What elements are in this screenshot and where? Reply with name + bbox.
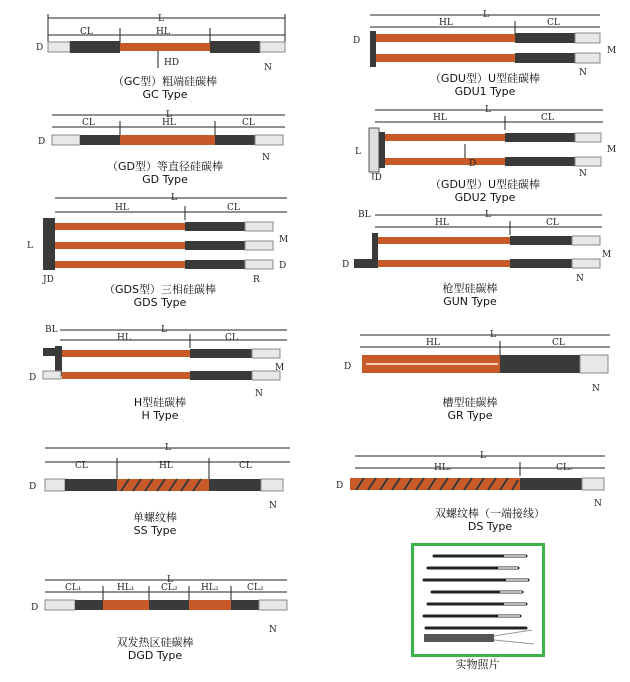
ss-caption-zh: 单螺纹棒 [133, 511, 177, 524]
label-d: D [469, 159, 477, 169]
label-m: M [607, 145, 617, 155]
label-cl: CL [225, 333, 238, 343]
label-hl: HL [426, 338, 440, 348]
label-cl: CL [75, 461, 88, 471]
label-hl: HL [159, 461, 173, 471]
label-bl: BL [45, 325, 58, 335]
label-d: D [353, 36, 361, 46]
gun-caption [400, 282, 540, 308]
label-l: L [158, 14, 164, 24]
gr-caption-en: GR Type [447, 409, 493, 422]
label-n: N [576, 274, 584, 284]
label-n: N [594, 499, 602, 509]
h-caption-en: H Type [141, 409, 179, 422]
gd-caption [90, 160, 240, 186]
label-n: N [269, 625, 277, 635]
label-d: D [31, 603, 39, 613]
gds-diagram [25, 190, 300, 289]
label-cl: CL [80, 27, 93, 37]
label-n: N [579, 68, 587, 77]
ds-caption-en: DS Type [467, 520, 513, 533]
ds-caption [415, 507, 565, 533]
label-l: L [485, 210, 491, 220]
label-l: L [483, 10, 489, 20]
label-jd: JD [371, 173, 382, 180]
gr-caption [405, 396, 535, 422]
gdu1-caption-zh: （GDU型）U型硅碳棒 [429, 72, 541, 85]
label-hl: HL [433, 113, 447, 123]
label-hl: HL [162, 118, 176, 128]
label-l: L [161, 325, 167, 335]
gdu1-diagram [345, 5, 625, 81]
product-photo [411, 543, 545, 657]
ds-diagram [330, 448, 625, 514]
label-cl3: CL₂ [247, 583, 264, 593]
label-l: L [165, 443, 171, 453]
label-hl: HL [435, 218, 449, 228]
label-l: L [355, 147, 361, 157]
photo-caption-zh: 实物照片 [455, 658, 500, 671]
label-hl: HL [115, 203, 129, 213]
gdu2-caption-en: GDU2 Type [454, 191, 516, 204]
label-clo: CLₒ [556, 463, 573, 473]
gds-caption-zh: （GDS型）三相硅碳棒 [104, 283, 216, 296]
label-l: L [166, 110, 172, 120]
label-n: N [262, 153, 270, 163]
h-caption-zh: H型硅碳棒 [133, 396, 187, 409]
label-l: L [490, 330, 496, 340]
label-cl: CL [227, 203, 240, 213]
label-jd: JD [43, 275, 54, 285]
label-n: N [264, 63, 272, 73]
label-m: M [279, 235, 289, 245]
label-n: N [592, 384, 600, 394]
label-cl: CL [541, 113, 554, 123]
ss-diagram [25, 438, 300, 517]
photo-caption [415, 658, 540, 671]
label-n: N [269, 501, 277, 511]
gr-caption-zh: 槽型硅碳棒 [442, 396, 498, 409]
label-hlo: HLₒ [434, 463, 452, 473]
label-cl: CL [552, 338, 565, 348]
gdu2-caption [410, 178, 560, 204]
label-d: D [29, 482, 37, 492]
gc-caption-en: GC Type [142, 88, 188, 101]
label-l: L [480, 451, 486, 461]
gun-caption-en: GUN Type [443, 295, 497, 308]
dgd-caption-zh: 双发热区硅碳棒 [116, 636, 194, 649]
gr-diagram [340, 325, 625, 399]
label-hl: HL [439, 18, 453, 28]
dgd-caption [90, 636, 220, 662]
ds-caption-zh: 双螺纹棒（一端接线） [435, 507, 545, 520]
ss-caption-en: SS Type [133, 524, 177, 537]
gdu2-diagram [345, 100, 625, 184]
label-d: D [38, 137, 46, 147]
label-l: L [27, 241, 33, 251]
label-l: L [167, 575, 173, 585]
gun-diagram [340, 205, 625, 289]
h-diagram [25, 318, 300, 404]
gdu1-caption-en: GDU1 Type [454, 85, 516, 98]
gd-caption-en: GD Type [142, 173, 188, 186]
label-d: D [336, 481, 344, 491]
label-cl: CL [546, 218, 559, 228]
label-hl: HL [117, 333, 131, 343]
gc-caption-zh: （GC型）粗端硅碳棒 [112, 75, 218, 88]
label-l: L [171, 193, 177, 203]
label-d: D [29, 373, 37, 383]
gds-caption-en: GDS Type [133, 296, 187, 309]
label-cl: CL [239, 461, 252, 471]
label-r: R [253, 275, 260, 285]
label-d: D [279, 261, 287, 271]
label-cl: CL [242, 118, 255, 128]
label-n: N [579, 169, 587, 179]
label-m: M [275, 363, 285, 373]
label-m: M [607, 46, 617, 56]
label-d: D [342, 260, 350, 270]
label-cl: CL [547, 18, 560, 28]
gun-caption-zh: 枪型硅碳棒 [442, 282, 498, 295]
label-cl: CL [82, 118, 95, 128]
gd-diagram [30, 105, 300, 167]
label-hd: HD [164, 58, 180, 68]
label-bl: BL [358, 210, 371, 220]
gd-caption-zh: （GD型）等直径硅碳棒 [107, 160, 223, 173]
label-hl1: HL₁ [117, 583, 135, 593]
label-d: D [36, 43, 44, 53]
label-hl2: HL₂ [201, 583, 219, 593]
label-cl2: CL₂ [161, 583, 178, 593]
label-hl: HL [156, 27, 170, 37]
label-n: N [255, 389, 263, 399]
gdu1-caption [410, 72, 560, 98]
dgd-caption-en: DGD Type [127, 649, 183, 662]
gc-caption [95, 75, 235, 101]
dgd-diagram [25, 572, 300, 641]
label-l: L [485, 105, 491, 115]
label-m: M [602, 250, 612, 260]
gds-caption [85, 283, 235, 309]
ss-caption [95, 511, 215, 537]
h-caption [100, 396, 220, 422]
label-d: D [344, 362, 352, 372]
label-cl1: CL₁ [65, 583, 82, 593]
gc-diagram [30, 10, 300, 79]
gdu2-caption-zh: （GDU型）U型硅碳棒 [429, 178, 541, 191]
